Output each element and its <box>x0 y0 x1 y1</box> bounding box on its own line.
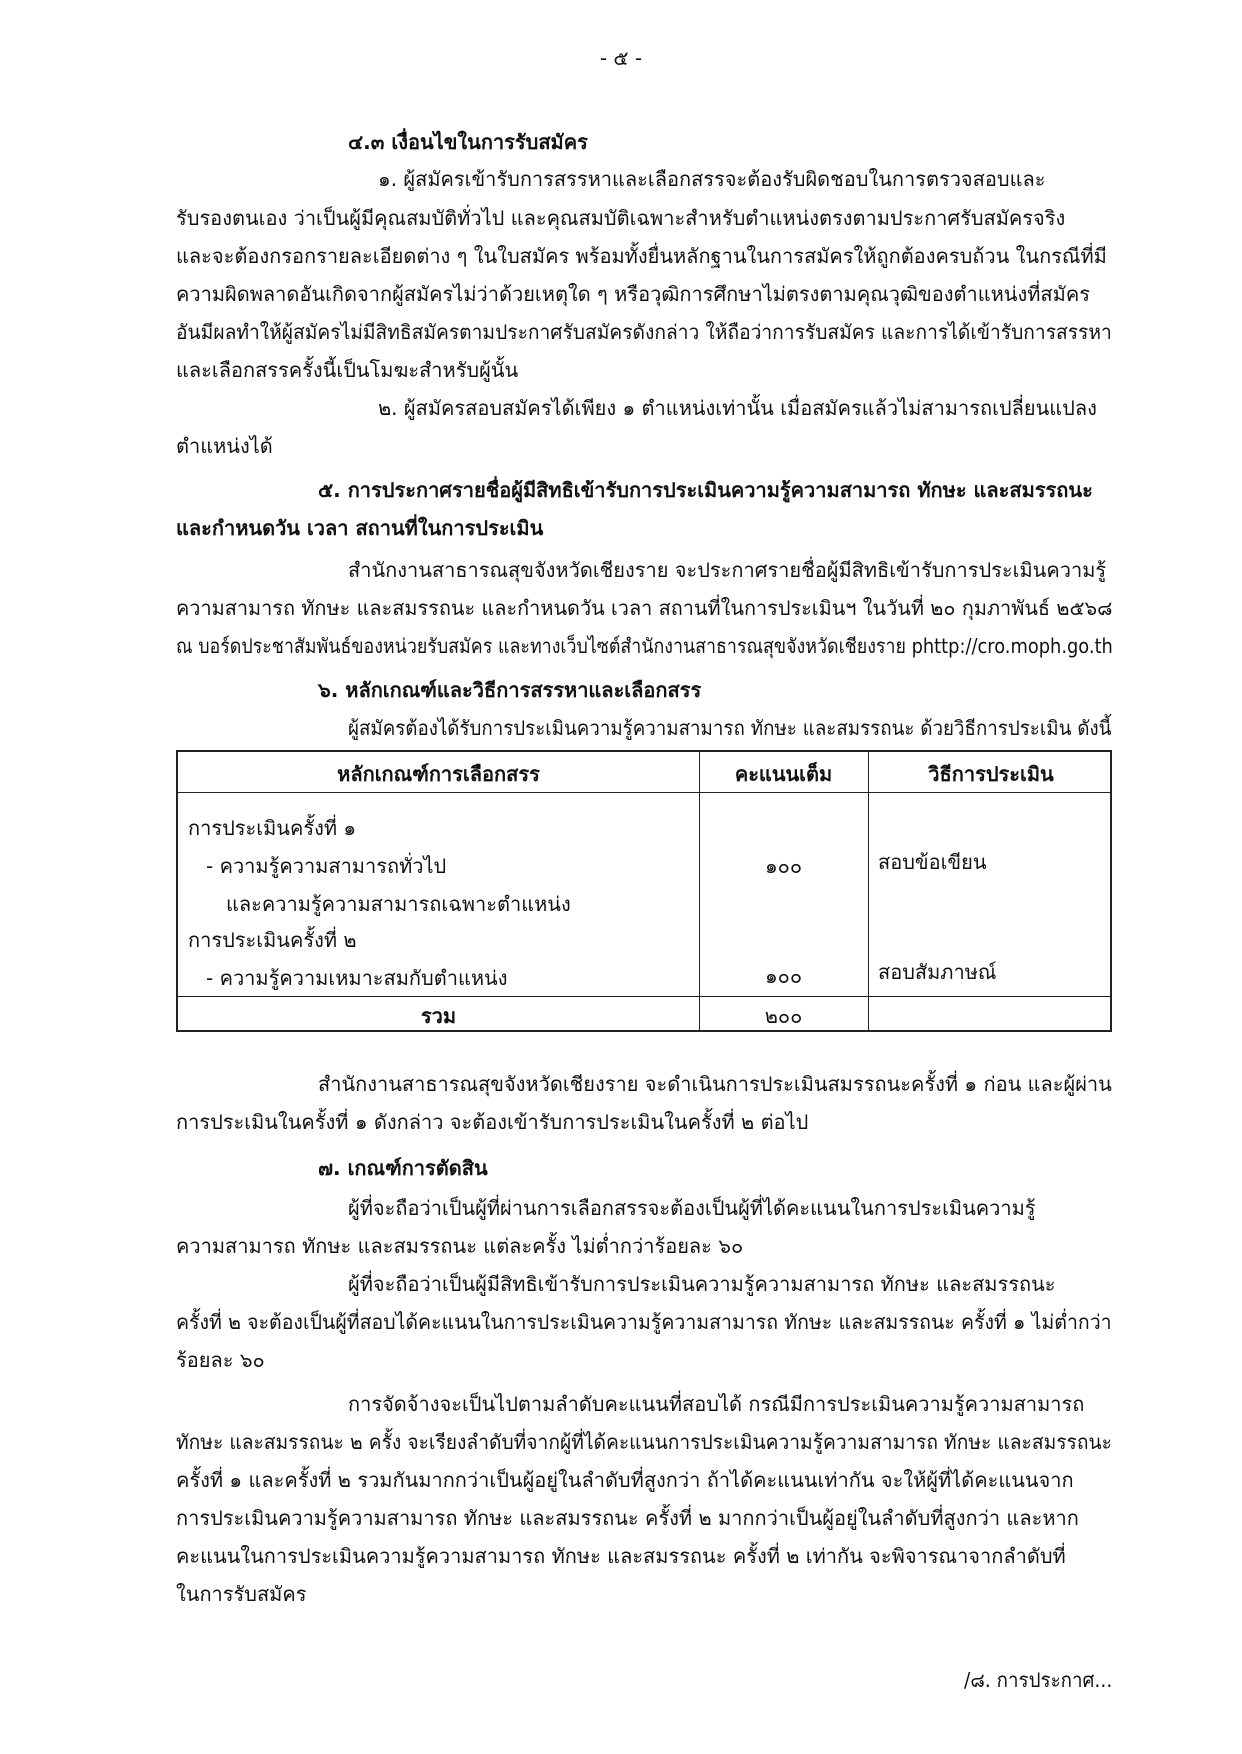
paragraph-line: ครั้งที่ ๒ จะต้องเป็นผู้ที่สอบได้คะแนนในการประเมินความรู้ความสามารถ ทักษะ และสมรรถนะ ครั้งที่ ๑ ไม่ต่ำกว่า <box>176 1310 1112 1334</box>
round-1-method: สอบข้อเขียน <box>878 850 987 874</box>
round-2-label: การประเมินครั้งที่ ๒ <box>188 928 357 952</box>
paragraph-line: ความสามารถ ทักษะ และสมรรถนะ และกำหนดวัน เวลา สถานที่ในการประเมินฯ ในวันที่ ๒๐ กุมภาพันธ์ ๒๕๖๘ <box>176 596 1113 620</box>
section-5-heading-cont: และกำหนดวัน เวลา สถานที่ในการประเมิน <box>176 516 544 540</box>
table-header-method: วิธีการประเมิน <box>928 762 1054 786</box>
paragraph-line: ๑. ผู้สมัครเข้ารับการสรรหาและเลือกสรรจะต้องรับผิดชอบในการตรวจสอบและ <box>378 167 1046 191</box>
round-1-item: - ความรู้ความสามารถทั่วไป <box>206 854 447 878</box>
paragraph-line: อันมีผลทำให้ผู้สมัครไม่มีสิทธิสมัครตามประกาศรับสมัครดังกล่าว ให้ถือว่าการรับสมัคร และการได้เข้ารับการสรรหา <box>176 320 1112 344</box>
paragraph-line: ร้อยละ ๖๐ <box>176 1348 265 1372</box>
paragraph-line: ตำแหน่งได้ <box>176 434 273 458</box>
total-score: ๒๐๐ <box>764 1004 803 1028</box>
paragraph-line: ทักษะ และสมรรถนะ ๒ ครั้ง จะเรียงลำดับที่จากผู้ที่ได้คะแนนการประเมินความรู้ความสามารถ ทักษะ และสมรรถนะ <box>176 1430 1112 1454</box>
paragraph-line: รับรองตนเอง ว่าเป็นผู้มีคุณสมบัติทั่วไป และคุณสมบัติเฉพาะสำหรับตำแหน่งตรงตามประกาศรับสมัครจริง <box>176 206 1066 230</box>
table-header-score: คะแนนเต็ม <box>734 762 833 786</box>
paragraph-line: การจัดจ้างจะเป็นไปตามลำดับคะแนนที่สอบได้ กรณีมีการประเมินความรู้ความสามารถ <box>348 1392 1085 1416</box>
paragraph-line: และเลือกสรรครั้งนี้เป็นโมฆะสำหรับผู้นั้น <box>176 358 519 382</box>
round-2-item: - ความรู้ความเหมาะสมกับตำแหน่ง <box>206 966 508 990</box>
continuation-footer: /๘. การประกาศ... <box>964 1668 1113 1692</box>
paragraph-line: คะแนนในการประเมินความรู้ความสามารถ ทักษะ และสมรรถนะ ครั้งที่ ๒ เท่ากัน จะพิจารณาจากลำดับที่ <box>176 1544 1066 1568</box>
round-1-label: การประเมินครั้งที่ ๑ <box>188 816 357 840</box>
table-header-criteria: หลักเกณฑ์การเลือกสรร <box>337 762 540 786</box>
round-1-item-cont: และความรู้ความสามารถเฉพาะตำแหน่ง <box>226 892 571 916</box>
section-6-heading: ๖. หลักเกณฑ์และวิธีการสรรหาและเลือกสรร <box>318 678 702 702</box>
section-7-heading: ๗. เกณฑ์การตัดสิน <box>318 1156 488 1180</box>
paragraph-line: ความผิดพลาดอันเกิดจากผู้สมัครไม่ว่าด้วยเหตุใด ๆ หรือวุฒิการศึกษาไม่ตรงตามคุณวุฒิของตำแหน่งที่สมัคร <box>176 282 1090 306</box>
round-2-score: ๑๐๐ <box>764 964 803 988</box>
paragraph-line: ความสามารถ ทักษะ และสมรรถนะ แต่ละครั้ง ไม่ต่ำกว่าร้อยละ ๖๐ <box>176 1234 744 1258</box>
paragraph-line: สำนักงานสาธารณสุขจังหวัดเชียงราย จะดำเนินการประเมินสมรรถนะครั้งที่ ๑ ก่อน และผู้ผ่าน <box>318 1072 1112 1096</box>
paragraph-line: ผู้ที่จะถือว่าเป็นผู้ที่ผ่านการเลือกสรรจะต้องเป็นผู้ที่ได้คะแนนในการประเมินความรู้ <box>348 1196 1036 1220</box>
paragraph-line: ณ บอร์ดประชาสัมพันธ์ของหน่วยรับสมัคร และทางเว็บไซต์สำนักงานสาธารณสุขจังหวัดเชียงราย phttp://cro.moph.go.th <box>176 634 1113 658</box>
paragraph-line: สำนักงานสาธารณสุขจังหวัดเชียงราย จะประกาศรายชื่อผู้มีสิทธิเข้ารับการประเมินความรู้ <box>348 558 1107 582</box>
section-5-heading: ๕. การประกาศรายชื่อผู้มีสิทธิเข้ารับการประเมินความรู้ความสามารถ ทักษะ และสมรรถนะ <box>318 478 1093 502</box>
criteria-table <box>176 750 1112 1032</box>
paragraph-line: และจะต้องกรอกรายละเอียดต่าง ๆ ในใบสมัคร พร้อมทั้งยื่นหลักฐานในการสมัครให้ถูกต้องครบถ้วน ในกรณีที่มี <box>176 244 1107 268</box>
round-1-score: ๑๐๐ <box>764 854 803 878</box>
round-2-method: สอบสัมภาษณ์ <box>878 960 997 984</box>
paragraph-line: ในการรับสมัคร <box>176 1582 307 1606</box>
paragraph-line: การประเมินในครั้งที่ ๑ ดังกล่าว จะต้องเข้ารับการประเมินในครั้งที่ ๒ ต่อไป <box>176 1110 809 1134</box>
total-label: รวม <box>420 1004 457 1028</box>
paragraph-line: การประเมินความรู้ความสามารถ ทักษะ และสมรรถนะ ครั้งที่ ๒ มากกว่าเป็นผู้อยู่ในลำดับที่สูงกว่า และหาก <box>176 1506 1079 1530</box>
section-4-3-heading: ๔.๓ เงื่อนไขในการรับสมัคร <box>348 130 588 154</box>
paragraph-line: ๒. ผู้สมัครสอบสมัครได้เพียง ๑ ตำแหน่งเท่านั้น เมื่อสมัครแล้วไม่สามารถเปลี่ยนแปลง <box>378 396 1097 420</box>
section-6-intro: ผู้สมัครต้องได้รับการประเมินความรู้ความสามารถ ทักษะ และสมรรถนะ ด้วยวิธีการประเมิน ดังนี้ <box>348 716 1112 740</box>
paragraph-line: ครั้งที่ ๑ และครั้งที่ ๒ รวมกันมากกว่าเป็นผู้อยู่ในลำดับที่สูงกว่า ถ้าได้คะแนนเท่ากัน จะให้ผู้ที่ได้คะแนนจาก <box>176 1468 1074 1492</box>
page-number: - ๕ - <box>599 46 643 70</box>
paragraph-line: ผู้ที่จะถือว่าเป็นผู้มีสิทธิเข้ารับการประเมินความรู้ความสามารถ ทักษะ และสมรรถนะ <box>348 1272 1056 1296</box>
